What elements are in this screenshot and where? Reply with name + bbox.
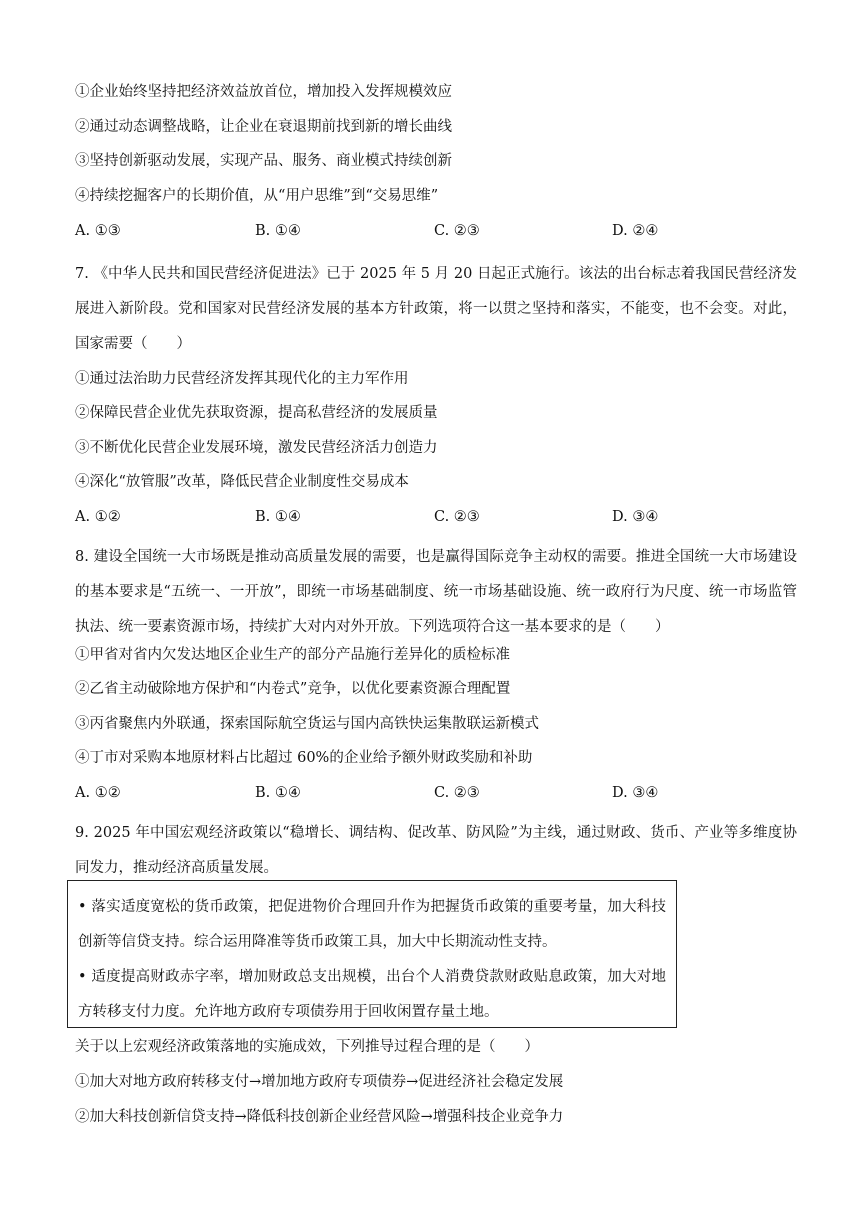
policy-fiscal: • 适度提高财政赤字率，增加财政总支出规模，出台个人消费贷款财政贴息政策，加大对地方转移支付力度。允许地方政府专项债券用于回收闲置存量土地。 <box>78 969 666 1020</box>
q6-option-d[interactable]: D. ②④ <box>612 223 659 239</box>
q6-options <box>75 221 795 241</box>
q9-question: 关于以上宏观经济政策落地的实施成效，下列推导过程合理的是（ ） <box>75 1039 539 1055</box>
q6-option-b[interactable]: B. ①④ <box>255 223 301 239</box>
q7-item-4: ④深化“放管服”改革，降低民营企业制度性交易成本 <box>75 474 409 490</box>
q6-item-3: ③坚持创新驱动发展，实现产品、服务、商业模式持续创新 <box>75 153 452 169</box>
q7-stem: 7. 《中华人民共和国民营经济促进法》已于 2025 年 5 月 20 日起正式施行。该法的出台标志着我国民营经济发展进入新阶段。党和国家对民营经济发展的基本方针政策，将一以贯之坚持和落实，不能变，也不会变。对此，国家需要（ ） <box>75 266 797 352</box>
q7-item-3: ③不断优化民营企业发展环境，激发民营经济活力创造力 <box>75 440 438 456</box>
q8-option-b[interactable]: B. ①④ <box>255 785 301 801</box>
q8-item-2: ②乙省主动破除地方保护和“内卷式”竞争，以优化要素资源合理配置 <box>75 681 511 697</box>
q8-options <box>75 783 795 803</box>
q6-item-2: ②通过动态调整战略，让企业在衰退期前找到新的增长曲线 <box>75 119 452 135</box>
q9-item-1: ①加大对地方政府转移支付→增加地方政府专项债券→促进经济社会稳定发展 <box>75 1074 564 1090</box>
q6-item-1: ①企业始终坚持把经济效益放首位，增加投入发挥规模效应 <box>75 84 452 100</box>
q8-option-a[interactable]: A. ①② <box>75 785 121 801</box>
q7-option-a[interactable]: A. ①② <box>75 509 121 525</box>
q7-item-2: ②保障民营企业优先获取资源，提高私营经济的发展质量 <box>75 405 438 421</box>
q8-option-d[interactable]: D. ③④ <box>612 785 659 801</box>
q6-option-c[interactable]: C. ②③ <box>434 223 480 239</box>
q8-option-c[interactable]: C. ②③ <box>434 785 480 801</box>
q9-stem: 9. 2025 年中国宏观经济政策以“稳增长、调结构、促改革、防风险”为主线，通过财政、货币、产业等多维度协同发力，推动经济高质量发展。 <box>75 825 797 876</box>
q7-option-c[interactable]: C. ②③ <box>434 509 480 525</box>
q8-item-1: ①甲省对省内欠发达地区企业生产的部分产品施行差异化的质检标准 <box>75 647 510 663</box>
q8-stem: 8. 建设全国统一大市场既是推动高质量发展的需要，也是赢得国际竞争主动权的需要。推进全国统一大市场建设的基本要求是“五统一、一开放”，即统一市场基础制度、统一市场基础设施、统一政府行为尺度、统一市场监管执法、统一要素资源市场，持续扩大对内对外开放。下列选项符合这一基本要求的是（ ） <box>75 549 797 635</box>
q9-item-2: ②加大科技创新信贷支持→降低科技创新企业经营风险→增强科技企业竞争力 <box>75 1109 564 1125</box>
q8-item-3: ③丙省聚焦内外联通，探索国际航空货运与国内高铁快运集散联运新模式 <box>75 716 539 732</box>
q8-item-4: ④丁市对采购本地原材料占比超过 60%的企业给予额外财政奖励和补助 <box>75 750 533 766</box>
q7-option-d[interactable]: D. ③④ <box>612 509 659 525</box>
q6-item-4: ④持续挖掘客户的长期价值，从“用户思维”到“交易思维” <box>75 188 439 204</box>
policy-box <box>67 880 677 1028</box>
q7-options <box>75 507 795 527</box>
q7-option-b[interactable]: B. ①④ <box>255 509 301 525</box>
q7-item-1: ①通过法治助力民营经济发挥其现代化的主力军作用 <box>75 371 409 387</box>
policy-monetary: • 落实适度宽松的货币政策，把促进物价合理回升作为把握货币政策的重要考量，加大科技创新等信贷支持。综合运用降准等货币政策工具，加大中长期流动性支持。 <box>78 899 666 950</box>
q6-option-a[interactable]: A. ①③ <box>75 223 121 239</box>
